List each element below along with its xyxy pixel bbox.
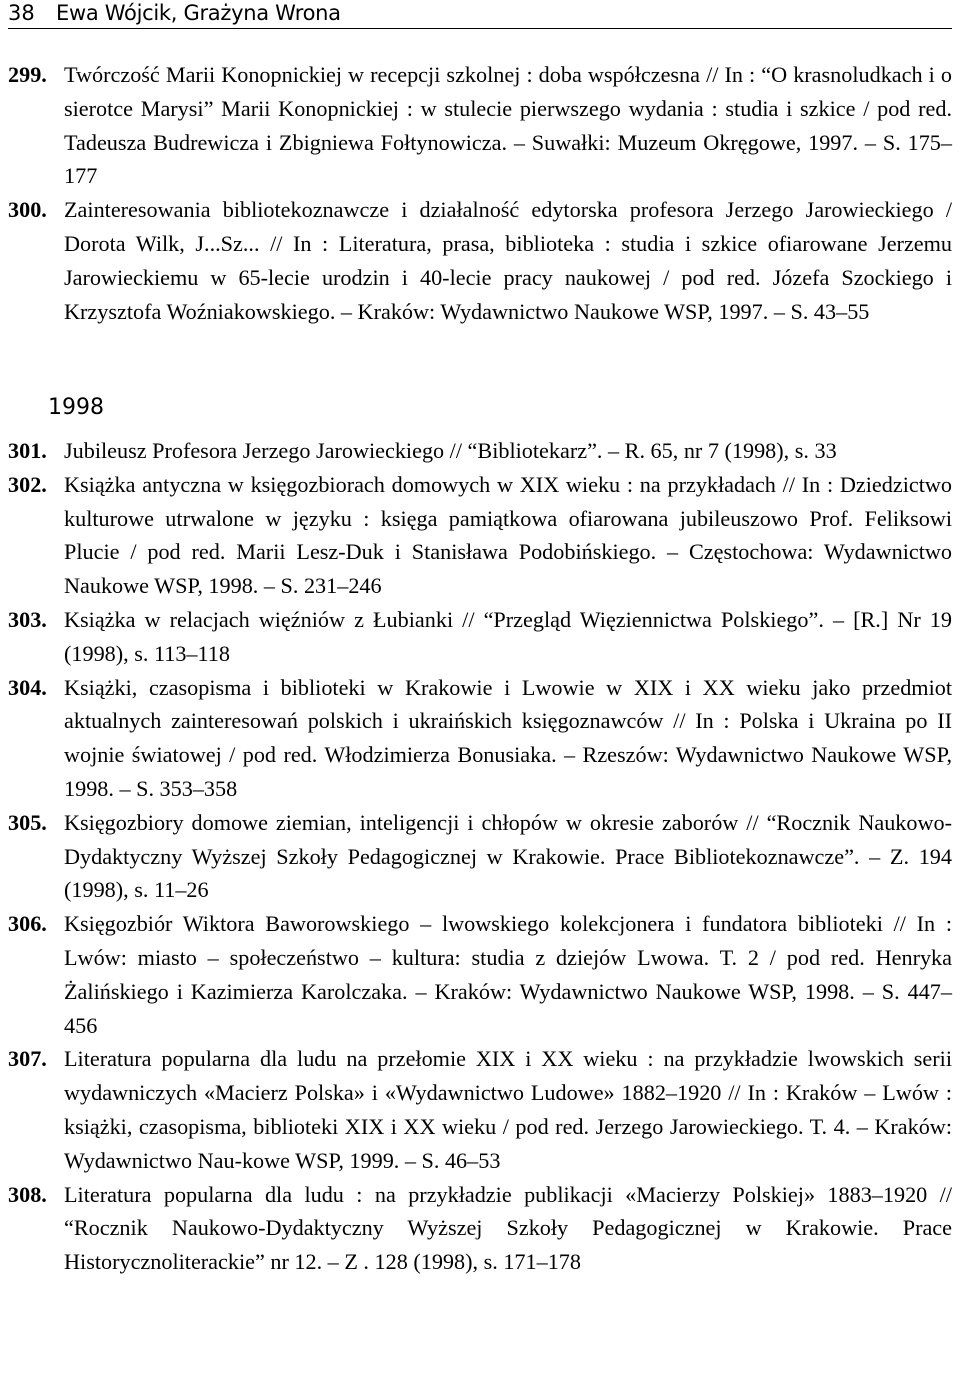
entry-text: Twórczość Marii Konopnickiej w recepcji szkolnej : doba współczesna // In : “O krasnoludkach i o sierotce Marysi” Marii Konopnickiej : w stulecie pierwszego wydania : studia i szkice / pod red. Tadeusza Budrewicza i Zbigniewa Fołtynowicza. – Suwałki: Muzeum Okręgowe, 1997. – S. 175–177	[64, 62, 952, 189]
entry-text: Książki, czasopisma i biblioteki w Krakowie i Lwowie w XIX i XX wieku jako przedmiot aktualnych zainteresowań polskich i ukraińskich księgoznawców // In : Polska i Ukraina po II wojnie światowej / pod red. Włodzimierza Bonusiaka. – Rzeszów: Wydawnictwo Naukowe WSP, 1998. – S. 353–358	[64, 674, 952, 801]
page-number: 38	[8, 1, 35, 25]
entry-number: 306.	[8, 911, 47, 937]
entry-text: Literatura popularna dla ludu : na przykładzie publikacji «Macierzy Polskiej» 1883–1920 // “Rocznik Naukowo-Dydaktyczny Wyższej Szkoły Pedagogicznej w Krakowie. Prace Historycznoliterackie” nr 12. – Z . 128 (1998), s. 171–178	[64, 1181, 952, 1275]
entry-text: Książka antyczna w księgozbiorach domowych w XIX wieku : na przykładach // In : Dziedzictwo kulturowe utrwalone w języku : księga pamiątkowa ofiarowana jubileuszowo Prof. Feliksowi Plucie / pod red. Marii Lesz-Duk i Stanisława Podobińskiego. – Częstochowa: Wydawnictwo Naukowe WSP, 1998. – S. 231–246	[64, 471, 952, 599]
entries-1998	[8, 434, 952, 1279]
entry-303	[8, 603, 952, 671]
entry-302	[8, 468, 952, 603]
entries-1997	[8, 58, 952, 328]
entry-text: Księgozbiór Wiktora Baworowskiego – lwowskiego kolekcjonera i fundatora biblioteki // In : Lwów: miasto – społeczeństwo – kultura: studia z dziejów Lwowa. T. 2 / pod red. Henryka Żalińskiego i Kazimierza Karolczaka. – Kraków: Wydawnictwo Naukowe WSP, 1998. – S. 447–456	[64, 911, 952, 1038]
entry-text: Literatura popularna dla ludu na przełomie XIX i XX wieku : na przykładzie lwowskich serii wydawniczych «Macierz Polska» i «Wydawnictwo Ludowe» 1882–1920 // In : Kraków – Lwów : książki, czasopisma, biblioteki XIX i XX wieku / pod red. Jerzego Jarowieckiego. T. 4. – Kraków: Wydawnictwo Nau-kowe WSP, 1999. – S. 46–53	[64, 1046, 952, 1173]
entry-number: 307.	[8, 1046, 47, 1072]
year-heading: 1998	[48, 395, 104, 420]
entry-text: Jubileusz Profesora Jerzego Jarowieckiego // “Bibliotekarz”. – R. 65, nr 7 (1998), s. 33	[64, 438, 837, 463]
entry-number: 305.	[8, 809, 47, 835]
entry-307	[8, 1042, 952, 1177]
entry-number: 302.	[8, 471, 47, 497]
entry-number: 303.	[8, 606, 47, 632]
entry-text: Księgozbiory domowe ziemian, inteligencji i chłopów w okresie zaborów // “Rocznik Naukowo-Dydaktyczny Wyższej Szkoły Pedagogicznej w Krakowie. Prace Bibliotekoznawcze”. – Z. 194 (1998), s. 11–26	[64, 809, 952, 903]
entry-306	[8, 907, 952, 1042]
entry-number: 308.	[8, 1181, 47, 1207]
entry-304	[8, 671, 952, 806]
entry-number: 299.	[8, 62, 47, 87]
entry-text: Zainteresowania bibliotekoznawcze i działalność edytorska profesora Jerzego Jarowieckiego / Dorota Wilk, J...Sz... // In : Literatura, prasa, biblioteka : studia i szkice ofiarowane Jerzemu Jarowieckiemu w 65-lecie urodzin i 40-lecie pracy naukowej / pod red. Józefa Szockiego i Krzysztofa Woźniakowskiego. – Kraków: Wydawnictwo Naukowe WSP, 1997. – S. 43–55	[64, 197, 952, 324]
header-authors: Ewa Wójcik, Grażyna Wrona	[56, 1, 341, 25]
entry-text: Książka w relacjach więźniów z Łubianki // “Przegląd Więziennictwa Polskiego”. – [R.] Nr 19 (1998), s. 113–118	[64, 606, 952, 666]
running-header	[8, 0, 952, 29]
entry-300	[8, 193, 952, 328]
entry-305	[8, 806, 952, 907]
entry-number: 304.	[8, 674, 47, 700]
entry-301	[8, 434, 952, 468]
entry-number: 301.	[8, 438, 47, 463]
entry-308	[8, 1178, 952, 1279]
entry-299	[8, 58, 952, 193]
entry-number: 300.	[8, 197, 47, 223]
